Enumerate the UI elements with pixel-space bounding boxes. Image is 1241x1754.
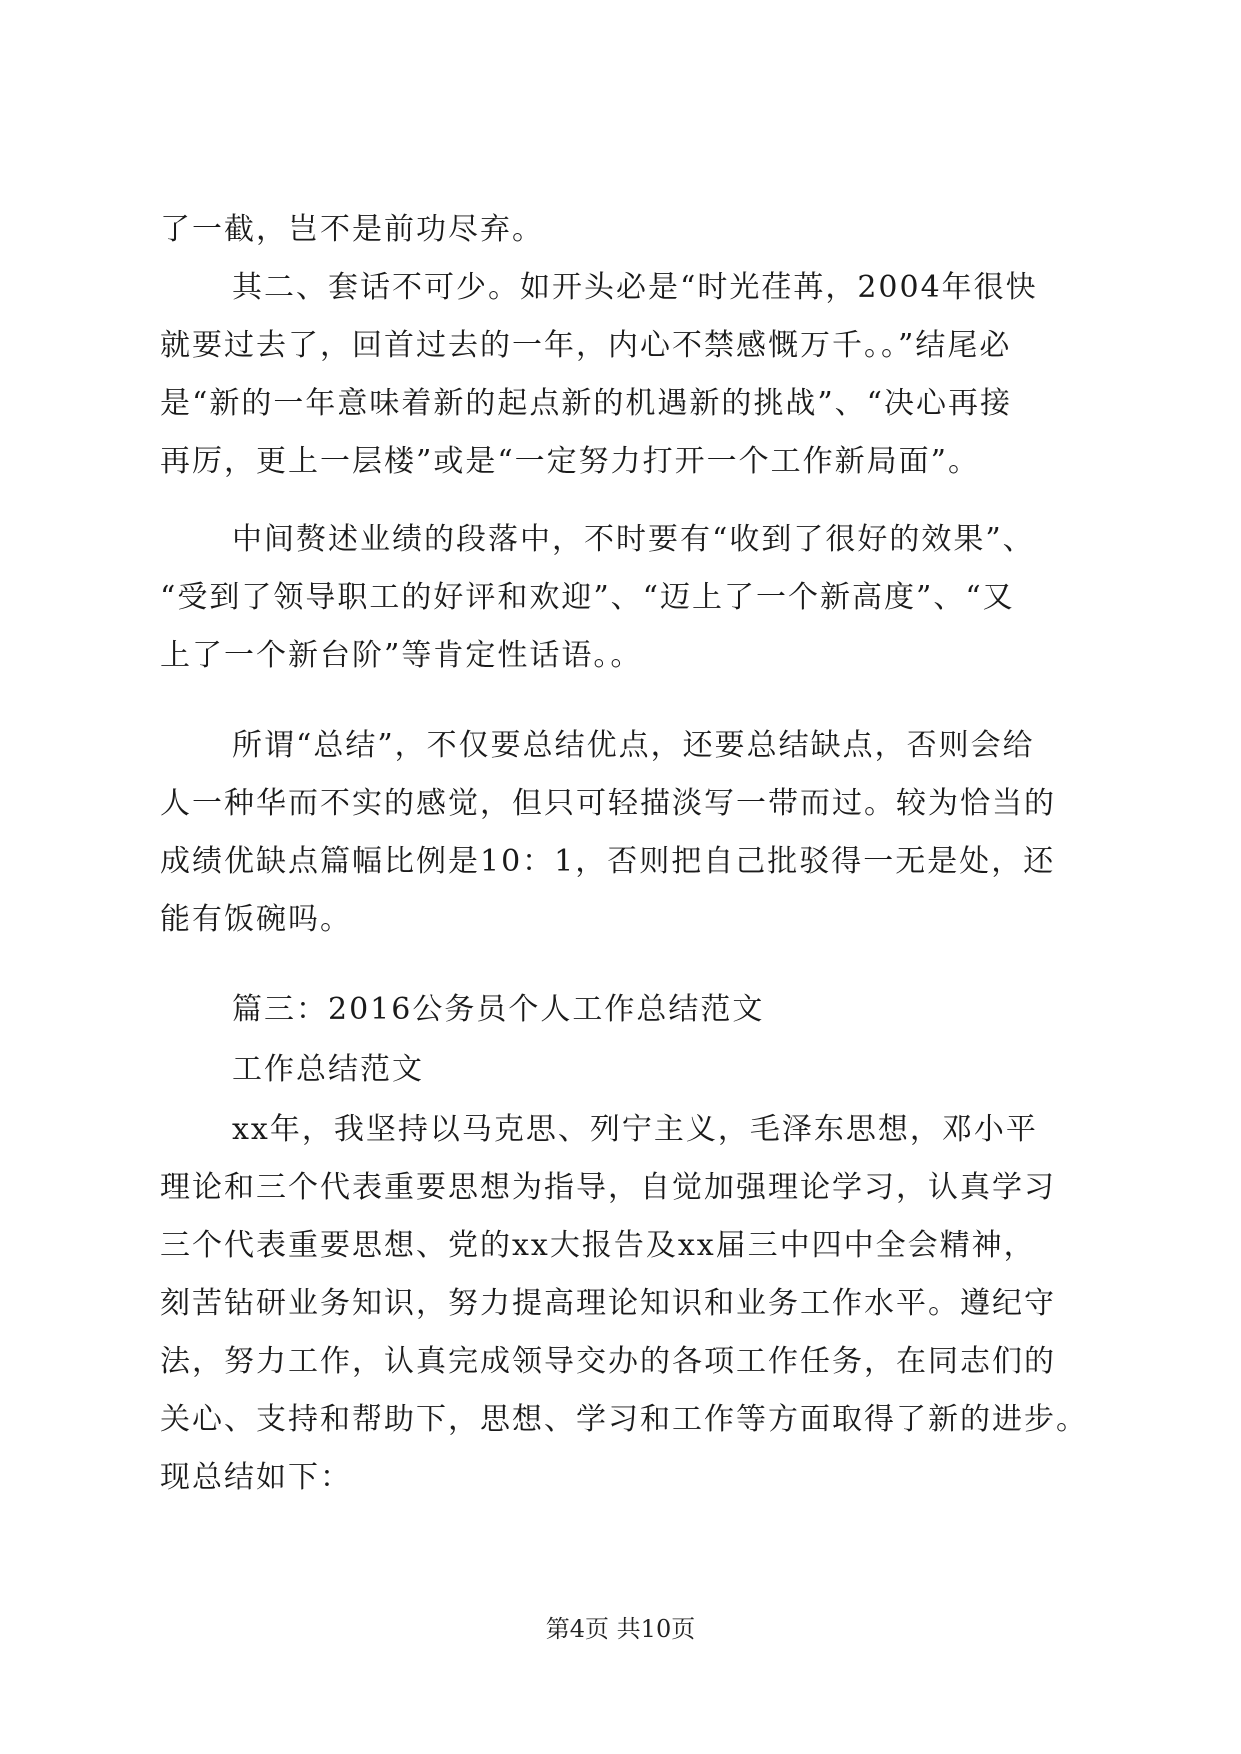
page-number-footer: 第4页 共10页 (545, 1615, 696, 1643)
text-line: 成绩优缺点篇幅比例是10：1，否则把自己批驳得一无是处，还 (160, 844, 1056, 879)
section-subtitle: 工作总结范文 (232, 1052, 424, 1087)
text-line: xx年，我坚持以马克思、列宁主义，毛泽东思想，邓小平 (232, 1112, 1038, 1147)
text-line: 刻苦钻研业务知识，努力提高理论知识和业务工作水平。遵纪守 (160, 1286, 1056, 1321)
text-line: 了一截，岂不是前功尽弃。 (160, 212, 544, 247)
text-line: 理论和三个代表重要思想为指导，自觉加强理论学习，认真学习 (160, 1170, 1056, 1205)
text-line: 关心、支持和帮助下，思想、学习和工作等方面取得了新的进步。 (160, 1402, 1088, 1437)
text-line: 再厉，更上一层楼”或是“一定努力打开一个工作新局面”。 (160, 444, 981, 479)
text-line: 能有饭碗吗。 (160, 902, 352, 937)
text-line: 上了一个新台阶”等肯定性话语。。 (160, 638, 643, 673)
text-line: 法，努力工作，认真完成领导交办的各项工作任务，在同志们的 (160, 1344, 1056, 1379)
text-line: 所谓“总结”，不仅要总结优点，还要总结缺点，否则会给 (232, 728, 1035, 763)
text-line: 中间赘述业绩的段落中，不时要有“收到了很好的效果”、 (232, 522, 1035, 557)
text-line: “受到了领导职工的好评和欢迎”、“迈上了一个新高度”、“又 (160, 580, 1015, 615)
text-line: 就要过去了，回首过去的一年，内心不禁感慨万千。。”结尾必 (160, 328, 1012, 363)
text-line: 现总结如下： (160, 1460, 352, 1495)
text-line: 其二、套话不可少。如开头必是“时光荏苒，2004年很快 (232, 270, 1038, 305)
text-line: 是“新的一年意味着新的起点新的机遇新的挑战”、“决心再接 (160, 386, 1013, 421)
text-line: 人一种华而不实的感觉，但只可轻描淡写一带而过。较为恰当的 (160, 786, 1056, 821)
section-heading: 篇三：2016公务员个人工作总结范文 (232, 992, 765, 1027)
text-line: 三个代表重要思想、党的xx大报告及xx届三中四中全会精神， (160, 1228, 1036, 1263)
